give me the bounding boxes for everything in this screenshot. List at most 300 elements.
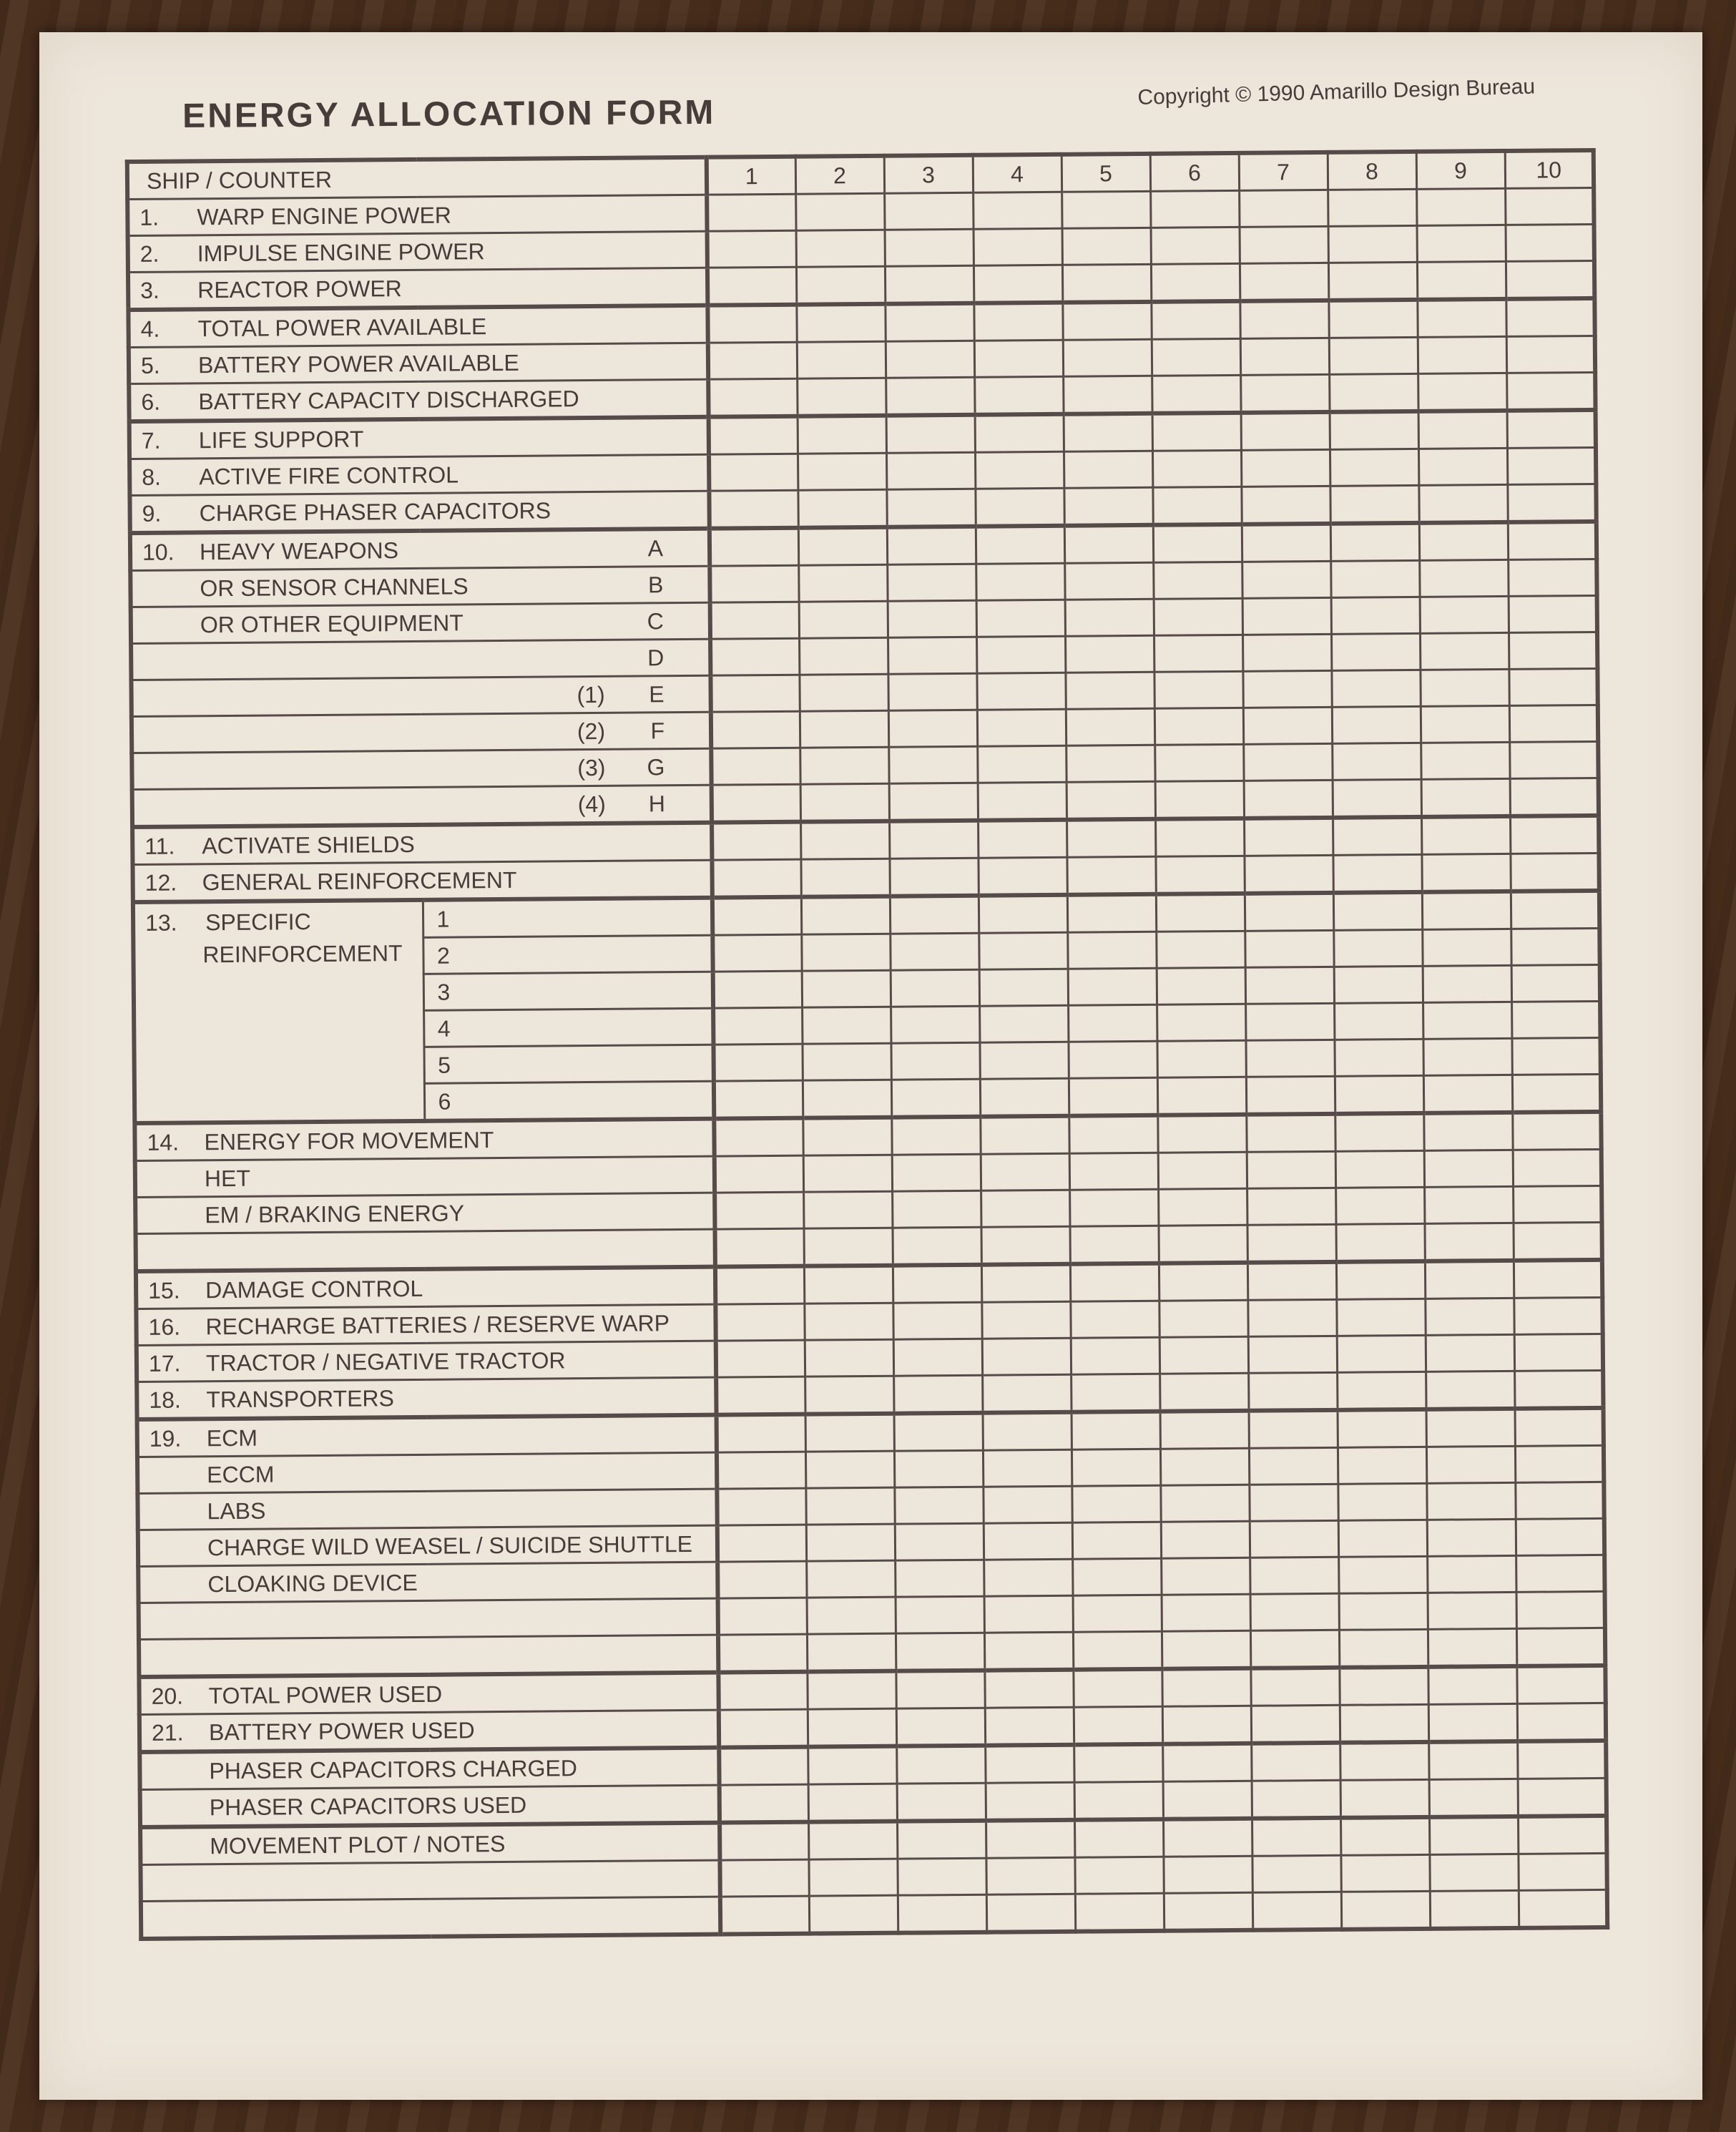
entry-cell-b13-turn-8[interactable]	[1339, 1593, 1428, 1630]
entry-cell-spec3-turn-7[interactable]	[1245, 1003, 1334, 1040]
entry-cell-a15-turn-8[interactable]	[1332, 743, 1421, 780]
entry-cell-a11-turn-2[interactable]	[799, 601, 888, 638]
entry-cell-b9-turn-3[interactable]	[894, 1450, 983, 1487]
entry-cell-spec0-turn-6[interactable]	[1156, 894, 1245, 931]
entry-cell-spec5-turn-4[interactable]	[980, 1078, 1069, 1116]
entry-cell-a4-turn-6[interactable]	[1152, 338, 1240, 376]
entry-cell-b14-turn-6[interactable]	[1162, 1630, 1250, 1668]
entry-cell-b12-turn-10[interactable]	[1516, 1555, 1604, 1592]
entry-cell-spec1-turn-1[interactable]	[712, 934, 801, 972]
entry-cell-a7-turn-9[interactable]	[1418, 448, 1507, 485]
entry-cell-a14-turn-2[interactable]	[800, 710, 888, 748]
entry-cell-a6-turn-4[interactable]	[975, 414, 1064, 452]
entry-cell-spec4-turn-2[interactable]	[802, 1043, 891, 1080]
entry-cell-b6-turn-8[interactable]	[1337, 1335, 1426, 1372]
entry-cell-b0-turn-7[interactable]	[1246, 1114, 1335, 1152]
entry-cell-b1-turn-9[interactable]	[1424, 1150, 1513, 1187]
entry-cell-b20-turn-3[interactable]	[897, 1858, 986, 1895]
entry-cell-a16-turn-8[interactable]	[1333, 779, 1421, 817]
entry-cell-b13-turn-6[interactable]	[1162, 1594, 1250, 1631]
entry-cell-spec2-turn-6[interactable]	[1157, 967, 1245, 1004]
entry-cell-a10-turn-3[interactable]	[887, 564, 976, 601]
entry-cell-spec3-turn-8[interactable]	[1334, 1002, 1423, 1040]
entry-cell-a2-turn-2[interactable]	[796, 266, 885, 304]
entry-cell-b16-turn-3[interactable]	[896, 1708, 985, 1746]
entry-cell-b10-turn-8[interactable]	[1338, 1483, 1426, 1520]
entry-cell-spec5-turn-9[interactable]	[1423, 1075, 1512, 1113]
entry-cell-spec1-turn-8[interactable]	[1333, 929, 1422, 967]
entry-cell-b8-turn-5[interactable]	[1071, 1412, 1160, 1449]
entry-cell-b3-turn-7[interactable]	[1247, 1224, 1335, 1262]
entry-cell-a15-turn-1[interactable]	[711, 748, 800, 785]
entry-cell-a7-turn-1[interactable]	[709, 454, 798, 491]
entry-cell-a5-turn-4[interactable]	[974, 376, 1063, 414]
entry-cell-b12-turn-4[interactable]	[984, 1559, 1072, 1596]
entry-cell-b1-turn-5[interactable]	[1069, 1153, 1158, 1190]
entry-cell-a3-turn-10[interactable]	[1506, 298, 1594, 336]
entry-cell-b0-turn-1[interactable]	[714, 1118, 803, 1156]
entry-cell-b16-turn-8[interactable]	[1340, 1704, 1428, 1742]
entry-cell-spec2-turn-7[interactable]	[1245, 967, 1334, 1004]
entry-cell-a5-turn-10[interactable]	[1506, 372, 1595, 410]
entry-cell-b5-turn-10[interactable]	[1514, 1297, 1602, 1334]
entry-cell-b11-turn-9[interactable]	[1427, 1519, 1516, 1556]
entry-cell-b18-turn-6[interactable]	[1163, 1781, 1252, 1819]
entry-cell-b7-turn-7[interactable]	[1248, 1372, 1337, 1410]
entry-cell-a10-turn-6[interactable]	[1153, 562, 1242, 599]
entry-cell-a7-turn-7[interactable]	[1241, 449, 1330, 486]
entry-cell-b9-turn-4[interactable]	[983, 1449, 1071, 1487]
entry-cell-b21-turn-5[interactable]	[1075, 1893, 1164, 1931]
entry-cell-b19-turn-9[interactable]	[1429, 1816, 1518, 1854]
entry-cell-b18-turn-7[interactable]	[1252, 1780, 1340, 1818]
entry-cell-b6-turn-7[interactable]	[1248, 1336, 1337, 1373]
entry-cell-a2-turn-7[interactable]	[1240, 263, 1328, 300]
entry-cell-b6-turn-9[interactable]	[1426, 1334, 1514, 1371]
entry-cell-b6-turn-6[interactable]	[1159, 1336, 1248, 1374]
entry-cell-b3-turn-6[interactable]	[1158, 1225, 1247, 1263]
entry-cell-a8-turn-1[interactable]	[709, 490, 798, 528]
entry-cell-a16-turn-1[interactable]	[712, 784, 800, 822]
entry-cell-b19-turn-10[interactable]	[1518, 1816, 1607, 1854]
entry-cell-spec0-turn-9[interactable]	[1422, 891, 1511, 929]
entry-cell-b7-turn-1[interactable]	[716, 1376, 805, 1414]
entry-cell-a13-turn-6[interactable]	[1154, 671, 1242, 708]
entry-cell-a2-turn-8[interactable]	[1328, 262, 1417, 300]
entry-cell-a8-turn-8[interactable]	[1330, 485, 1418, 523]
entry-cell-b15-turn-1[interactable]	[718, 1672, 807, 1710]
entry-cell-spec4-turn-3[interactable]	[891, 1042, 979, 1080]
entry-cell-a9-turn-3[interactable]	[887, 527, 976, 564]
entry-cell-b11-turn-7[interactable]	[1250, 1520, 1338, 1558]
entry-cell-b21-turn-10[interactable]	[1519, 1889, 1607, 1927]
entry-cell-a18-turn-2[interactable]	[800, 859, 889, 896]
entry-cell-a8-turn-10[interactable]	[1507, 484, 1596, 522]
entry-cell-b18-turn-8[interactable]	[1340, 1779, 1429, 1817]
entry-cell-a1-turn-4[interactable]	[974, 228, 1062, 265]
entry-cell-b11-turn-2[interactable]	[806, 1524, 895, 1561]
entry-cell-a18-turn-1[interactable]	[712, 859, 800, 897]
entry-cell-b5-turn-5[interactable]	[1070, 1301, 1159, 1338]
entry-cell-a17-turn-3[interactable]	[889, 821, 978, 859]
entry-cell-spec4-turn-9[interactable]	[1423, 1038, 1511, 1075]
entry-cell-a9-turn-9[interactable]	[1419, 522, 1508, 560]
entry-cell-b4-turn-4[interactable]	[981, 1264, 1070, 1302]
entry-cell-spec3-turn-3[interactable]	[891, 1006, 979, 1043]
entry-cell-b1-turn-7[interactable]	[1247, 1151, 1335, 1188]
entry-cell-a13-turn-10[interactable]	[1509, 668, 1597, 705]
entry-cell-a5-turn-6[interactable]	[1152, 375, 1240, 413]
entry-cell-a0-turn-5[interactable]	[1061, 191, 1150, 228]
entry-cell-spec5-turn-6[interactable]	[1157, 1077, 1246, 1115]
entry-cell-spec2-turn-10[interactable]	[1511, 964, 1600, 1002]
entry-cell-a0-turn-10[interactable]	[1505, 187, 1594, 225]
entry-cell-a12-turn-1[interactable]	[710, 638, 799, 675]
entry-cell-b16-turn-2[interactable]	[808, 1708, 896, 1746]
entry-cell-b8-turn-1[interactable]	[717, 1414, 805, 1452]
entry-cell-a14-turn-3[interactable]	[888, 710, 977, 747]
entry-cell-a17-turn-1[interactable]	[712, 822, 800, 860]
entry-cell-a9-turn-10[interactable]	[1508, 522, 1597, 559]
entry-cell-a13-turn-7[interactable]	[1242, 670, 1331, 708]
entry-cell-spec4-turn-8[interactable]	[1334, 1039, 1423, 1076]
entry-cell-b1-turn-6[interactable]	[1158, 1152, 1247, 1189]
entry-cell-b21-turn-8[interactable]	[1341, 1891, 1430, 1929]
entry-cell-b5-turn-8[interactable]	[1336, 1299, 1425, 1336]
entry-cell-b6-turn-3[interactable]	[893, 1339, 982, 1376]
entry-cell-b9-turn-9[interactable]	[1426, 1446, 1515, 1483]
entry-cell-a10-turn-2[interactable]	[798, 564, 887, 602]
entry-cell-b16-turn-10[interactable]	[1517, 1703, 1606, 1741]
entry-cell-b8-turn-3[interactable]	[894, 1413, 983, 1451]
entry-cell-a5-turn-2[interactable]	[797, 378, 886, 416]
entry-cell-b13-turn-9[interactable]	[1428, 1592, 1516, 1629]
entry-cell-a0-turn-7[interactable]	[1239, 190, 1328, 227]
entry-cell-b15-turn-9[interactable]	[1428, 1666, 1516, 1704]
entry-cell-a8-turn-7[interactable]	[1241, 486, 1330, 524]
entry-cell-spec5-turn-10[interactable]	[1512, 1074, 1601, 1112]
entry-cell-b4-turn-9[interactable]	[1425, 1261, 1514, 1299]
entry-cell-b16-turn-6[interactable]	[1162, 1706, 1251, 1744]
entry-cell-b8-turn-9[interactable]	[1426, 1409, 1515, 1447]
entry-cell-spec0-turn-1[interactable]	[712, 897, 801, 935]
entry-cell-a8-turn-2[interactable]	[798, 489, 886, 527]
entry-cell-a6-turn-1[interactable]	[709, 416, 798, 454]
entry-cell-spec3-turn-10[interactable]	[1511, 1001, 1600, 1038]
entry-cell-b12-turn-3[interactable]	[895, 1560, 984, 1597]
entry-cell-b5-turn-3[interactable]	[893, 1302, 981, 1339]
entry-cell-b4-turn-3[interactable]	[893, 1265, 981, 1303]
entry-cell-b9-turn-7[interactable]	[1249, 1447, 1338, 1485]
entry-cell-b8-turn-6[interactable]	[1160, 1411, 1249, 1449]
entry-cell-b21-turn-1[interactable]	[720, 1896, 809, 1934]
entry-cell-b13-turn-7[interactable]	[1250, 1593, 1339, 1630]
entry-cell-b14-turn-3[interactable]	[896, 1633, 984, 1671]
entry-cell-b3-turn-8[interactable]	[1335, 1223, 1424, 1261]
entry-cell-b20-turn-6[interactable]	[1163, 1856, 1252, 1893]
entry-cell-a15-turn-10[interactable]	[1509, 741, 1598, 778]
entry-cell-b3-turn-3[interactable]	[893, 1227, 981, 1265]
entry-cell-b6-turn-5[interactable]	[1071, 1337, 1159, 1374]
entry-cell-a2-turn-9[interactable]	[1417, 261, 1506, 299]
entry-cell-b5-turn-7[interactable]	[1247, 1299, 1336, 1336]
entry-cell-b20-turn-9[interactable]	[1429, 1854, 1518, 1891]
entry-cell-b15-turn-6[interactable]	[1162, 1668, 1250, 1706]
entry-cell-a9-turn-2[interactable]	[798, 527, 887, 565]
entry-cell-a4-turn-10[interactable]	[1506, 336, 1595, 373]
entry-cell-b9-turn-10[interactable]	[1515, 1445, 1604, 1482]
entry-cell-spec2-turn-1[interactable]	[713, 971, 802, 1008]
entry-cell-a12-turn-2[interactable]	[799, 637, 888, 675]
entry-cell-b21-turn-7[interactable]	[1252, 1892, 1341, 1930]
entry-cell-a12-turn-4[interactable]	[976, 636, 1065, 673]
entry-cell-b11-turn-5[interactable]	[1072, 1522, 1161, 1559]
entry-cell-a18-turn-7[interactable]	[1244, 855, 1333, 893]
entry-cell-a15-turn-9[interactable]	[1421, 742, 1509, 779]
entry-cell-a7-turn-2[interactable]	[798, 453, 886, 490]
entry-cell-a8-turn-5[interactable]	[1064, 487, 1152, 525]
entry-cell-b13-turn-1[interactable]	[718, 1598, 807, 1635]
entry-cell-spec4-turn-5[interactable]	[1068, 1041, 1157, 1078]
entry-cell-a4-turn-8[interactable]	[1329, 337, 1418, 374]
entry-cell-b9-turn-2[interactable]	[805, 1451, 894, 1488]
entry-cell-b20-turn-2[interactable]	[808, 1859, 897, 1896]
entry-cell-a6-turn-10[interactable]	[1507, 410, 1596, 448]
entry-cell-a6-turn-5[interactable]	[1064, 414, 1152, 451]
entry-cell-b1-turn-4[interactable]	[981, 1153, 1069, 1190]
entry-cell-b12-turn-1[interactable]	[717, 1561, 806, 1598]
entry-cell-b16-turn-7[interactable]	[1251, 1705, 1340, 1743]
entry-cell-b21-turn-9[interactable]	[1430, 1890, 1519, 1928]
entry-cell-b7-turn-5[interactable]	[1071, 1374, 1159, 1412]
entry-cell-b13-turn-10[interactable]	[1516, 1591, 1605, 1628]
entry-cell-b4-turn-6[interactable]	[1159, 1263, 1247, 1301]
entry-cell-b2-turn-3[interactable]	[892, 1190, 981, 1228]
entry-cell-b20-turn-10[interactable]	[1518, 1853, 1607, 1890]
entry-cell-spec4-turn-6[interactable]	[1157, 1040, 1245, 1077]
entry-cell-spec3-turn-9[interactable]	[1423, 1002, 1511, 1039]
entry-cell-a15-turn-5[interactable]	[1066, 745, 1154, 782]
entry-cell-b7-turn-2[interactable]	[805, 1376, 893, 1414]
entry-cell-b17-turn-7[interactable]	[1251, 1743, 1340, 1781]
entry-cell-b12-turn-2[interactable]	[806, 1560, 895, 1598]
entry-cell-b2-turn-2[interactable]	[803, 1191, 892, 1228]
entry-cell-b0-turn-8[interactable]	[1335, 1113, 1423, 1151]
entry-cell-a14-turn-7[interactable]	[1243, 707, 1332, 744]
entry-cell-b11-turn-6[interactable]	[1161, 1521, 1250, 1558]
entry-cell-b20-turn-8[interactable]	[1340, 1854, 1429, 1892]
entry-cell-b17-turn-4[interactable]	[985, 1745, 1074, 1783]
entry-cell-spec0-turn-5[interactable]	[1067, 894, 1156, 932]
entry-cell-b21-turn-4[interactable]	[986, 1894, 1075, 1932]
entry-cell-b14-turn-5[interactable]	[1073, 1631, 1162, 1669]
entry-cell-a6-turn-9[interactable]	[1418, 411, 1507, 449]
entry-cell-a0-turn-3[interactable]	[884, 192, 973, 230]
entry-cell-a1-turn-7[interactable]	[1240, 226, 1328, 263]
entry-cell-b0-turn-3[interactable]	[891, 1117, 980, 1155]
entry-cell-b2-turn-1[interactable]	[715, 1192, 803, 1229]
entry-cell-b4-turn-10[interactable]	[1514, 1260, 1602, 1298]
entry-cell-a10-turn-9[interactable]	[1419, 559, 1508, 597]
entry-cell-a11-turn-9[interactable]	[1420, 596, 1509, 633]
entry-cell-b17-turn-5[interactable]	[1074, 1744, 1162, 1782]
entry-cell-a12-turn-5[interactable]	[1065, 635, 1154, 673]
entry-cell-a12-turn-9[interactable]	[1420, 632, 1509, 670]
entry-cell-a10-turn-7[interactable]	[1242, 561, 1330, 598]
entry-cell-a3-turn-9[interactable]	[1417, 299, 1506, 337]
entry-cell-a3-turn-2[interactable]	[796, 304, 885, 342]
entry-cell-b17-turn-3[interactable]	[896, 1746, 985, 1784]
entry-cell-a5-turn-9[interactable]	[1418, 373, 1506, 411]
entry-cell-b6-turn-10[interactable]	[1514, 1334, 1603, 1371]
entry-cell-a13-turn-5[interactable]	[1065, 672, 1154, 709]
entry-cell-b14-turn-1[interactable]	[718, 1634, 807, 1672]
entry-cell-b17-turn-10[interactable]	[1517, 1741, 1606, 1779]
entry-cell-a3-turn-6[interactable]	[1151, 301, 1240, 339]
entry-cell-b18-turn-9[interactable]	[1429, 1779, 1518, 1816]
entry-cell-b14-turn-2[interactable]	[807, 1633, 896, 1671]
entry-cell-a18-turn-4[interactable]	[978, 857, 1066, 895]
entry-cell-spec3-turn-5[interactable]	[1068, 1004, 1157, 1042]
entry-cell-spec1-turn-2[interactable]	[801, 934, 890, 971]
entry-cell-b18-turn-2[interactable]	[808, 1784, 897, 1822]
entry-cell-spec2-turn-4[interactable]	[979, 969, 1068, 1006]
entry-cell-a0-turn-6[interactable]	[1150, 190, 1239, 228]
entry-cell-spec1-turn-5[interactable]	[1067, 931, 1156, 969]
entry-cell-a13-turn-2[interactable]	[799, 674, 888, 711]
entry-cell-a15-turn-4[interactable]	[977, 745, 1066, 783]
entry-cell-a16-turn-10[interactable]	[1510, 778, 1599, 816]
entry-cell-a14-turn-1[interactable]	[711, 711, 800, 748]
entry-cell-b0-turn-6[interactable]	[1157, 1115, 1246, 1153]
entry-cell-b19-turn-7[interactable]	[1252, 1818, 1340, 1856]
entry-cell-spec2-turn-8[interactable]	[1334, 966, 1423, 1003]
entry-cell-a7-turn-5[interactable]	[1064, 451, 1152, 488]
entry-cell-b14-turn-8[interactable]	[1339, 1629, 1428, 1667]
entry-cell-a4-turn-5[interactable]	[1063, 339, 1152, 376]
entry-cell-b10-turn-7[interactable]	[1249, 1484, 1338, 1521]
entry-cell-a12-turn-7[interactable]	[1242, 634, 1331, 671]
entry-cell-spec1-turn-4[interactable]	[979, 932, 1067, 969]
entry-cell-b13-turn-3[interactable]	[896, 1596, 984, 1633]
entry-cell-a6-turn-2[interactable]	[798, 416, 886, 454]
entry-cell-a14-turn-9[interactable]	[1421, 705, 1509, 743]
entry-cell-b15-turn-10[interactable]	[1516, 1666, 1605, 1703]
entry-cell-spec0-turn-7[interactable]	[1245, 893, 1333, 931]
entry-cell-a0-turn-2[interactable]	[795, 193, 884, 230]
entry-cell-a7-turn-10[interactable]	[1507, 447, 1596, 484]
entry-cell-a1-turn-5[interactable]	[1062, 228, 1151, 265]
entry-cell-b18-turn-1[interactable]	[720, 1784, 808, 1822]
entry-cell-a11-turn-10[interactable]	[1509, 595, 1597, 632]
entry-cell-b19-turn-6[interactable]	[1163, 1819, 1252, 1857]
entry-cell-a2-turn-3[interactable]	[885, 265, 974, 303]
entry-cell-b8-turn-7[interactable]	[1249, 1410, 1338, 1448]
entry-cell-b12-turn-6[interactable]	[1161, 1558, 1250, 1595]
entry-cell-b15-turn-7[interactable]	[1250, 1668, 1339, 1706]
entry-cell-a7-turn-4[interactable]	[975, 451, 1064, 489]
entry-cell-a5-turn-7[interactable]	[1240, 374, 1329, 412]
entry-cell-b5-turn-1[interactable]	[715, 1304, 804, 1341]
entry-cell-a12-turn-3[interactable]	[888, 637, 976, 674]
entry-cell-b10-turn-9[interactable]	[1426, 1482, 1515, 1520]
entry-cell-b4-turn-8[interactable]	[1336, 1261, 1425, 1299]
entry-cell-spec5-turn-1[interactable]	[714, 1080, 803, 1118]
entry-cell-b8-turn-2[interactable]	[805, 1414, 894, 1452]
entry-cell-b11-turn-10[interactable]	[1516, 1518, 1604, 1555]
entry-cell-a3-turn-5[interactable]	[1062, 302, 1151, 340]
entry-cell-a7-turn-3[interactable]	[886, 452, 975, 489]
entry-cell-spec5-turn-7[interactable]	[1246, 1076, 1335, 1114]
entry-cell-b5-turn-9[interactable]	[1425, 1298, 1514, 1335]
entry-cell-a3-turn-1[interactable]	[707, 305, 796, 343]
entry-cell-a17-turn-10[interactable]	[1510, 816, 1599, 854]
entry-cell-b8-turn-10[interactable]	[1515, 1408, 1604, 1446]
entry-cell-a13-turn-9[interactable]	[1420, 669, 1509, 706]
entry-cell-a1-turn-2[interactable]	[796, 230, 885, 267]
entry-cell-a8-turn-6[interactable]	[1152, 486, 1241, 524]
entry-cell-a18-turn-3[interactable]	[889, 858, 978, 896]
entry-cell-a1-turn-6[interactable]	[1151, 227, 1240, 264]
entry-cell-a17-turn-9[interactable]	[1421, 816, 1510, 854]
entry-cell-a17-turn-5[interactable]	[1066, 819, 1155, 857]
entry-cell-b19-turn-1[interactable]	[720, 1822, 808, 1860]
entry-cell-b17-turn-2[interactable]	[808, 1746, 896, 1784]
entry-cell-a0-turn-4[interactable]	[973, 192, 1061, 229]
entry-cell-b3-turn-2[interactable]	[804, 1228, 893, 1266]
entry-cell-spec4-turn-7[interactable]	[1245, 1040, 1334, 1077]
entry-cell-a4-turn-4[interactable]	[974, 340, 1063, 377]
entry-cell-a11-turn-5[interactable]	[1065, 599, 1154, 636]
entry-cell-b14-turn-9[interactable]	[1428, 1628, 1516, 1666]
entry-cell-b11-turn-4[interactable]	[984, 1522, 1072, 1560]
entry-cell-a2-turn-10[interactable]	[1506, 260, 1594, 298]
entry-cell-b2-turn-5[interactable]	[1069, 1189, 1158, 1226]
entry-cell-b5-turn-2[interactable]	[804, 1303, 893, 1340]
entry-cell-b16-turn-5[interactable]	[1074, 1706, 1162, 1744]
entry-cell-a18-turn-6[interactable]	[1155, 856, 1244, 894]
entry-cell-b15-turn-2[interactable]	[807, 1671, 896, 1709]
entry-cell-spec0-turn-2[interactable]	[801, 896, 890, 934]
entry-cell-b11-turn-3[interactable]	[895, 1523, 984, 1560]
entry-cell-spec0-turn-10[interactable]	[1511, 891, 1599, 929]
entry-cell-b13-turn-5[interactable]	[1073, 1595, 1162, 1632]
entry-cell-b18-turn-10[interactable]	[1518, 1778, 1607, 1816]
entry-cell-a11-turn-6[interactable]	[1154, 598, 1242, 635]
entry-cell-b4-turn-1[interactable]	[715, 1266, 804, 1304]
entry-cell-b18-turn-4[interactable]	[986, 1782, 1074, 1820]
entry-cell-a15-turn-7[interactable]	[1243, 743, 1332, 781]
entry-cell-b7-turn-4[interactable]	[982, 1374, 1071, 1412]
entry-cell-b16-turn-1[interactable]	[719, 1709, 808, 1747]
entry-cell-b1-turn-1[interactable]	[715, 1155, 803, 1193]
entry-cell-a18-turn-5[interactable]	[1066, 856, 1155, 894]
entry-cell-b14-turn-7[interactable]	[1250, 1630, 1339, 1668]
entry-cell-b1-turn-3[interactable]	[892, 1154, 981, 1191]
entry-cell-b17-turn-6[interactable]	[1162, 1744, 1251, 1781]
entry-cell-spec3-turn-4[interactable]	[979, 1005, 1068, 1042]
entry-cell-b10-turn-5[interactable]	[1071, 1485, 1160, 1522]
entry-cell-a16-turn-3[interactable]	[889, 783, 978, 821]
entry-cell-a4-turn-3[interactable]	[886, 341, 974, 378]
entry-cell-b10-turn-3[interactable]	[894, 1487, 983, 1524]
entry-cell-b17-turn-8[interactable]	[1340, 1742, 1428, 1780]
entry-cell-b6-turn-4[interactable]	[982, 1338, 1071, 1375]
entry-cell-spec1-turn-9[interactable]	[1422, 929, 1511, 966]
entry-cell-a1-turn-1[interactable]	[707, 230, 796, 268]
entry-cell-spec5-turn-2[interactable]	[803, 1080, 891, 1118]
entry-cell-b19-turn-3[interactable]	[897, 1821, 986, 1859]
